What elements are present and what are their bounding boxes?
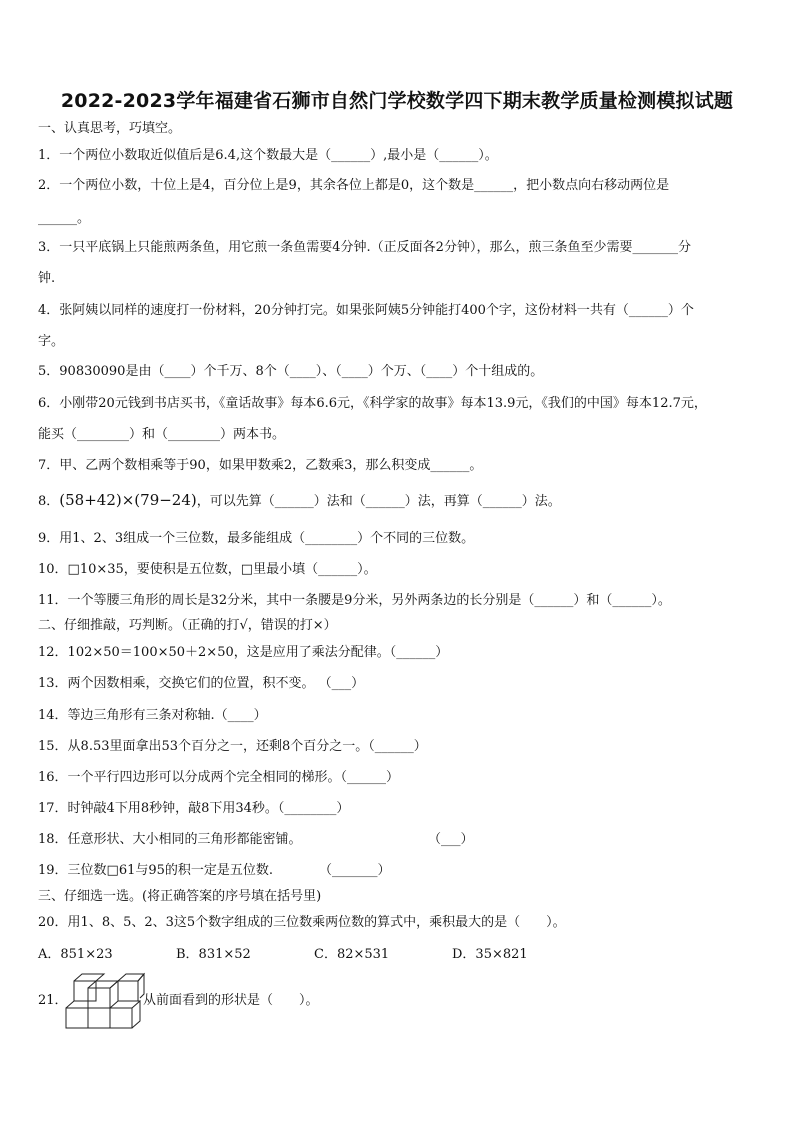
question-5: 5．90830090是由（____）个千万、8个（____）、（____）个万、（____）个十组成的。: [38, 364, 544, 379]
question-8: [38, 492, 561, 510]
question-21-number: 21．: [38, 993, 68, 1008]
question-20-option-d: D．35×821: [452, 947, 528, 962]
question-2: 2．一个两位小数，十位上是4，百分位上是9，其余各位上都是0，这个数是______，把小数点向右移动两位是: [38, 178, 670, 193]
section-heading-1: 一、认真思考，巧填空。: [38, 121, 182, 136]
question-14: 14．等边三角形有三条对称轴.（____）: [38, 708, 267, 723]
cube-stack-figure: [64, 968, 146, 1030]
question-17: 17．时钟敲4下用8秒钟，敲8下用34秒。（________）: [38, 801, 350, 816]
page-title: 2022-2023学年福建省石狮市自然门学校数学四下期末教学质量检测模拟试题: [60, 90, 734, 112]
question-11: 11．一个等腰三角形的周长是32分米，其中一条腰是9分米，另外两条边的长分别是（______）和（______）。: [38, 593, 671, 608]
question-18: 18．任意形状、大小相同的三角形都能密铺。: [38, 832, 302, 847]
question-2-continued: ______。: [38, 211, 91, 226]
question-9: 9．用1、2、3组成一个三位数，最多能组成（________）个不同的三位数。: [38, 531, 475, 546]
question-12: 12．102×50＝100×50＋2×50，这是应用了乘法分配律。（______）: [38, 645, 449, 660]
section-heading-3: 三、仔细选一选。(将正确答案的序号填在括号里): [38, 889, 322, 904]
question-7: 7．甲、乙两个数相乘等于90，如果甲数乘2，乙数乘3，那么积变成______。: [38, 458, 483, 473]
question-20-option-a: A．851×23: [38, 947, 113, 962]
question-16: 16．一个平行四边形可以分成两个完全相同的梯形。（______）: [38, 770, 400, 785]
question-1: 1．一个两位小数取近似值后是6.4,这个数最大是（______）,最小是（______）。: [38, 148, 498, 163]
question-4: 4．张阿姨以同样的速度打一份材料，20分钟打完。如果张阿姨5分钟能打400个字，这份材料一共有（______）个: [38, 303, 694, 318]
question-20-option-b: B．831×52: [176, 947, 251, 962]
question-8-expression: (58+42)×(79−24): [59, 491, 197, 509]
question-19-answer-blank: （_______）: [319, 863, 391, 878]
question-8-number: 8．: [38, 494, 60, 509]
question-4-continued: 字。: [38, 334, 65, 349]
question-20: 20．用1、8、5、2、3这5个数字组成的三位数乘两位数的算式中，乘积最大的是（ ）。: [38, 915, 566, 930]
question-6: 6．小刚带20元钱到书店买书，《童话故事》每本6.6元，《科学家的故事》每本13.9元，《我们的中国》每本12.7元，: [38, 396, 707, 411]
question-18-answer-blank: （___）: [428, 832, 474, 847]
question-10: 10．□10×35，要使积是五位数，□里最小填（______）。: [38, 562, 377, 577]
question-19: 19．三位数□61与95的积一定是五位数.: [38, 863, 274, 878]
question-3-continued: 钟.: [38, 271, 56, 286]
question-13: 13．两个因数相乘，交换它们的位置，积不变。 （___）: [38, 676, 365, 691]
section-heading-2: 二、仔细推敲，巧判断。（正确的打√，错误的打×）: [38, 618, 337, 633]
question-3: 3．一只平底锅上只能煎两条鱼，用它煎一条鱼需要4分钟.（正反面各2分钟），那么，煎三条鱼至少需要_______分: [38, 240, 691, 255]
question-15: 15．从8.53里面拿出53个百分之一，还剩8个百分之一。（______）: [38, 739, 427, 754]
question-21-text: 从前面看到的形状是（ ）。: [143, 993, 319, 1008]
question-6-continued: 能买（________）和（________）两本书。: [38, 427, 286, 442]
question-20-option-c: C．82×531: [314, 947, 390, 962]
question-8-text: ，可以先算（______）法和（______）法，再算（______）法。: [196, 494, 561, 509]
